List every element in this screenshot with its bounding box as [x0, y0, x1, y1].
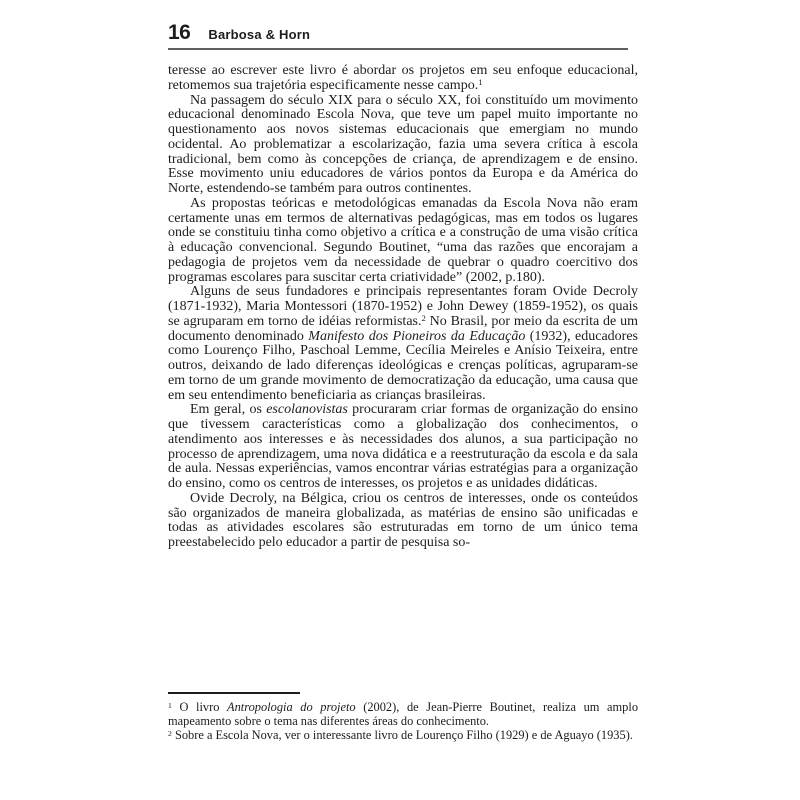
paragraph	[168, 492, 638, 551]
paragraph	[168, 285, 638, 403]
text-run: Sobre a Escola Nova, ver o interessante livro de Lourenço Filho (1929) e de Aguayo (1935).	[171, 728, 633, 742]
footnote	[168, 728, 638, 742]
text-run: (1932), educadores como Lourenço Filho, Paschoal Lemme, Cecília Meireles e Anísio Teixeira, entre outros, deixando de lado diferenças ideológicas e crenças políticas, agruparam-se em torno de um grande movimento de democratização da educação, uma causa que em seu entendimento beneficiaria as crianças brasileiras.	[168, 328, 638, 403]
footnote-marker: 1	[478, 76, 483, 87]
page-number: 16	[168, 21, 191, 44]
text-run: Antropologia do projeto	[227, 700, 356, 714]
body-text	[168, 64, 638, 551]
text-run: Em geral, os	[190, 402, 267, 418]
footnote-marker: 1	[168, 700, 172, 710]
footnotes-section	[168, 692, 638, 742]
text-run: O livro	[171, 700, 228, 714]
text-run: Ovide Decroly, na Bélgica, criou os centros de interesses, onde os conteúdos são organizados de maneira globalizada, as matérias de ensino são unificadas e todas as atividades escolares são estruturadas em torno de um único tema preestabelecido pelo educador a partir de pesquisa so-	[168, 490, 638, 550]
paragraph	[168, 94, 638, 197]
paragraph	[168, 403, 638, 492]
text-run: Manifesto dos Pioneiros da Educação	[308, 328, 526, 344]
text-run: No Brasil, por meio da escrita de um documento denominado	[168, 313, 638, 344]
footnote-separator-rule	[168, 692, 300, 694]
text-run: (2002), de Jean-Pierre Boutinet, realiza um amplo mapeamento sobre o tema nas diferentes áreas do conhecimento.	[168, 700, 639, 728]
paragraph	[168, 64, 638, 94]
text-run: procuraram criar formas de organização do ensino que tivessem características como a globalização dos conhecimentos, o atendimento aos interesses e às necessidades dos alunos, a sua participação no processo de aprendizagem, uma nova didática e a reestruturação da escola e da sala de aula. Nessas experiências, vamos encontrar várias estratégias para a organização do ensino, como os centros de interesses, os projetos e as unidades didáticas.	[168, 402, 639, 491]
text-run: As propostas teóricas e metodológicas emanadas da Escola Nova não eram certamente unas em termos de alternativas pedagógicas, mas em todos os lugares onde se constituiu tinha como objetivo a crítica e a construção de uma visão crítica à educação convencional. Segundo Boutinet, “uma das razões que encorajam a pedagogia de projetos vem da necessidade de quebrar o quadro coercitivo dos programas escolares para suscitar certa criatividade” (2002, p.180).	[168, 195, 638, 285]
text-run: escolanovistas	[266, 402, 348, 418]
footnote-marker: 2	[168, 728, 172, 738]
footnote-marker: 2	[421, 312, 426, 323]
paragraph	[168, 197, 638, 286]
footnote	[168, 700, 638, 728]
page-header	[168, 22, 628, 50]
running-title: Barbosa & Horn	[208, 27, 311, 42]
text-run: Na passagem do século XIX para o século XX, foi constituído um movimento educacional denominado Escola Nova, que teve um papel muito importante no questionamento aos novos sistemas educacionais que emergiam no mundo ocidental. Ao problematizar a escolarização, fazia uma severa crítica à escola tradicional, bem como às concepções de criança, de aprendizagem e de ensino. Esse movimento uniu educadores de vários pontos da Europa e da América do Norte, estendendo-se também para outros continentes.	[168, 92, 638, 196]
text-run: teresse ao escrever este livro é abordar os projetos em seu enfoque educacional, retomemos sua trajetória especificamente nesse campo.	[168, 63, 638, 93]
text-run: Alguns de seus fundadores e principais representantes foram Ovide Decroly (1871-1932), Maria Montessori (1870-1952) e John Dewey (1859-1952), os quais se agruparam em torno de idéias reformistas.	[168, 284, 638, 329]
footnote-list	[168, 700, 638, 742]
